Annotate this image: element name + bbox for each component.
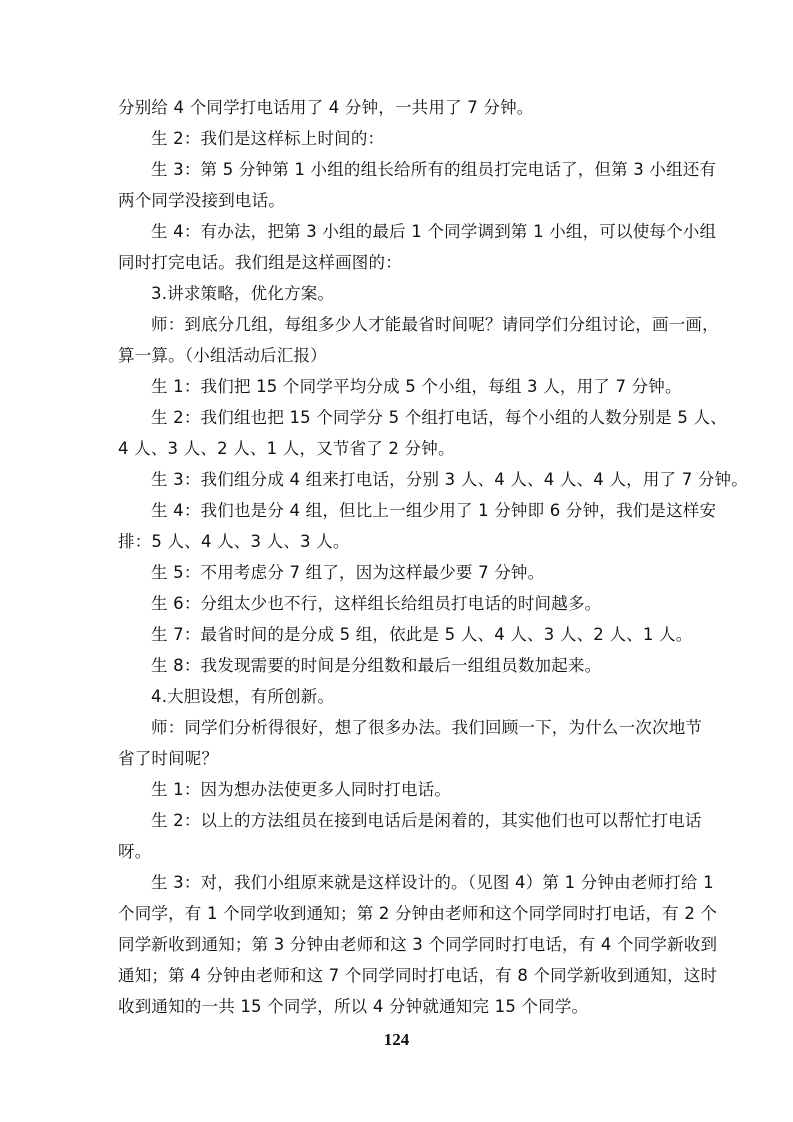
text-line: 呀。 bbox=[118, 842, 152, 861]
text-line: 分别给 4 个同学打电话用了 4 分钟，一共用了 7 分钟。 bbox=[118, 98, 534, 117]
text-line: 同时打完电话。我们组是这样画图的： bbox=[118, 253, 402, 272]
text-line: 师：同学们分析得很好，想了很多办法。我们回顾一下，为什么一次次地节 bbox=[151, 718, 703, 737]
text-line: 生 8：我发现需要的时间是分组数和最后一组组员数加起来。 bbox=[151, 656, 602, 675]
text-line: 师：到底分几组，每组多少人才能最省时间呢？请同学们分组讨论，画一画， bbox=[151, 315, 719, 334]
text-line: 生 4：有办法，把第 3 小组的最后 1 个同学调到第 1 小组，可以使每个小组 bbox=[151, 222, 717, 241]
text-line: 收到通知的一共 15 个同学，所以 4 分钟就通知完 15 个同学。 bbox=[118, 997, 589, 1016]
text-line: 算一算。（小组活动后汇报） bbox=[118, 346, 327, 365]
text-line: 生 5：不用考虑分 7 组了，因为这样最少要 7 分钟。 bbox=[151, 563, 545, 582]
text-line: 通知；第 4 分钟由老师和这 7 个同学同时打电话，有 8 个同学新收到通知，这时 bbox=[118, 966, 718, 985]
body-text bbox=[118, 92, 748, 1022]
text-line: 生 2：我们是这样标上时间的： bbox=[151, 129, 385, 148]
text-line: 生 6：分组太少也不行，这样组长给组员打电话的时间越多。 bbox=[151, 594, 602, 613]
text-line: 生 3：第 5 分钟第 1 小组的组长给所有的组员打完电话了，但第 3 小组还有 bbox=[151, 160, 717, 179]
section-heading: 3.讲求策略，优化方案。 bbox=[151, 284, 335, 303]
text-line: 4 人、3 人、2 人、1 人，又节省了 2 分钟。 bbox=[118, 439, 455, 458]
text-line: 生 2：我们组也把 15 个同学分 5 个组打电话，每个小组的人数分别是 5 人、 bbox=[151, 408, 727, 427]
text-line: 两个同学没接到电话。 bbox=[118, 191, 285, 210]
text-line: 个同学，有 1 个同学收到通知；第 2 分钟由老师和这个同学同时打电话，有 2 个 bbox=[118, 904, 718, 923]
text-line: 生 3：对，我们小组原来就是这样设计的。（见图 4）第 1 分钟由老师打给 1 bbox=[151, 873, 714, 892]
section-heading: 4.大胆设想，有所创新。 bbox=[151, 687, 335, 706]
text-line: 生 4：我们也是分 4 组，但比上一组少用了 1 分钟即 6 分钟，我们是这样安 bbox=[151, 501, 717, 520]
text-line: 生 1：我们把 15 个同学平均分成 5 个小组，每组 3 人，用了 7 分钟。 bbox=[151, 377, 682, 396]
text-line: 同学新收到通知；第 3 分钟由老师和这 3 个同学同时打电话，有 4 个同学新收到 bbox=[118, 935, 718, 954]
text-line: 生 7：最省时间的是分成 5 组，依此是 5 人、4 人、3 人、2 人、1 人。 bbox=[151, 625, 693, 644]
text-line: 省了时间呢？ bbox=[118, 749, 219, 768]
text-line: 生 1：因为想办法使更多人同时打电话。 bbox=[151, 780, 452, 799]
text-line: 生 2：以上的方法组员在接到电话后是闲着的，其实他们也可以帮忙打电话 bbox=[151, 811, 702, 830]
text-line: 排：5 人、4 人、3 人、3 人。 bbox=[118, 532, 350, 551]
page-number: 124 bbox=[383, 1030, 410, 1049]
text-line: 生 3：我们组分成 4 组来打电话，分别 3 人、4 人、4 人、4 人，用了 7 分钟。 bbox=[151, 470, 748, 489]
